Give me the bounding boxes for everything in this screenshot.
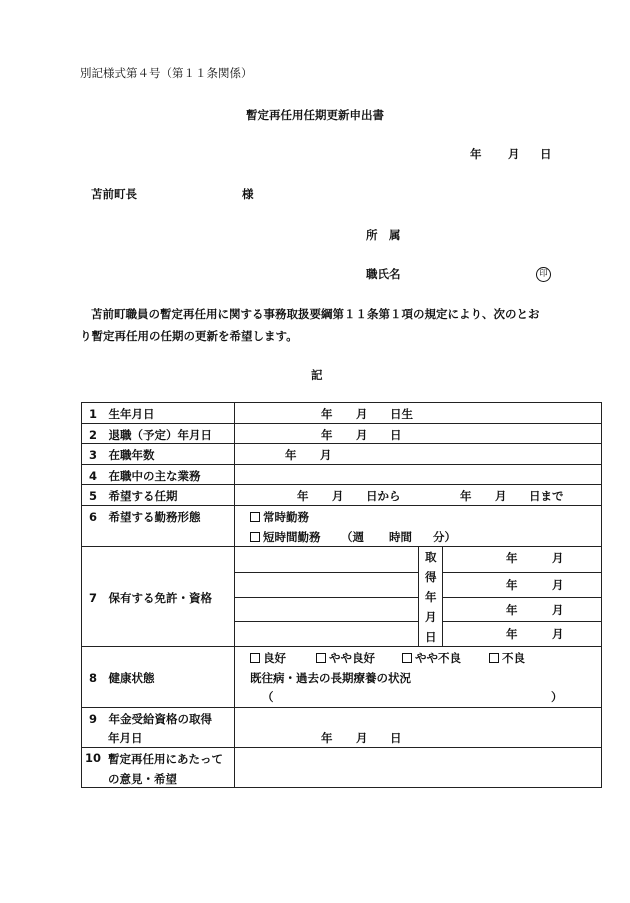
option-short-time-label: 短時間勤務 <box>263 530 321 544</box>
row5-start-year: 年 <box>297 489 309 503</box>
row8-label: 8 健康状態 <box>89 671 155 685</box>
checkbox-icon[interactable] <box>250 512 260 522</box>
checkbox-icon[interactable] <box>316 653 326 663</box>
addressee-suffix: 様 <box>242 187 254 201</box>
row2-month: 月 <box>356 428 368 442</box>
row5-end-month: 月 <box>495 489 507 503</box>
table-border-top <box>81 402 601 403</box>
date-row-divider <box>442 621 601 622</box>
row-divider <box>81 747 601 748</box>
row-divider <box>81 505 601 506</box>
license-date-month: 月 <box>552 551 564 565</box>
row-divider <box>81 646 601 647</box>
table-border-left <box>81 402 82 788</box>
form-number: 別記様式第４号（第１１条関係） <box>80 66 253 80</box>
row5-start-day: 日から <box>366 489 401 503</box>
table-border-bottom <box>81 787 601 788</box>
license-date-year: 年 <box>506 627 518 641</box>
license-date-year: 年 <box>506 551 518 565</box>
option-short-time[interactable] <box>250 529 321 545</box>
row4-label: 4 在職中の主な業務 <box>89 469 201 483</box>
row2-day: 日 <box>390 428 402 442</box>
row5-label: 5 希望する任期 <box>89 489 178 503</box>
health-option-good[interactable] <box>250 650 286 666</box>
row1-day: 日生 <box>390 407 413 421</box>
page-title: 暫定再任用任期更新申出書 <box>246 108 384 122</box>
health-option-poor[interactable] <box>489 650 525 666</box>
row9-label-line2: 年月日 <box>108 731 143 745</box>
row9-month: 月 <box>356 731 368 745</box>
row-divider <box>81 707 601 708</box>
row6-label: 6 希望する勤務形態 <box>89 510 201 524</box>
row-divider <box>81 423 601 424</box>
checkbox-icon[interactable] <box>250 653 260 663</box>
row5-end-day: 日まで <box>529 489 564 503</box>
health-option-label: 不良 <box>502 651 525 665</box>
date-month-label: 月 <box>508 147 520 161</box>
row-divider <box>81 484 601 485</box>
row2-year: 年 <box>321 428 333 442</box>
ki-heading: 記 <box>311 368 323 382</box>
row1-label: 1 生年月日 <box>89 407 155 421</box>
license-row-divider <box>234 621 418 622</box>
row-divider <box>81 443 601 444</box>
checkbox-icon[interactable] <box>489 653 499 663</box>
row3-year: 年 <box>285 448 297 462</box>
license-date-year: 年 <box>506 578 518 592</box>
paragraph-line-1: 苫前町職員の暫定再任用に関する事務取扱要綱第１１条第１項の規定により、次のとお <box>91 307 540 321</box>
checkbox-icon[interactable] <box>402 653 412 663</box>
health-option-fairly-good[interactable] <box>316 650 375 666</box>
row10-label-line1: 暫定再任用にあたって <box>108 752 223 766</box>
row5-start-month: 月 <box>332 489 344 503</box>
date-row-divider <box>442 572 601 573</box>
row3-label: 3 在職年数 <box>89 448 155 462</box>
license-row-divider <box>234 572 418 573</box>
table-column-divider <box>234 402 235 788</box>
acq-char: 年 <box>425 590 437 604</box>
date-year-label: 年 <box>470 147 482 161</box>
row3-month: 月 <box>320 448 332 462</box>
row9-day: 日 <box>390 731 402 745</box>
row1-year: 年 <box>321 407 333 421</box>
minutes-label: 分） <box>433 530 456 544</box>
row9-label-line1: 9 年金受給資格の取得 <box>89 712 213 726</box>
row1-month: 月 <box>356 407 368 421</box>
acq-char: 取 <box>425 550 437 564</box>
license-date-month: 月 <box>552 578 564 592</box>
hours-label: 時間 <box>389 530 412 544</box>
license-date-year: 年 <box>506 603 518 617</box>
paren-open: （ <box>262 690 274 704</box>
acq-col-left <box>418 546 419 646</box>
paren-close: ） <box>551 690 563 704</box>
seal-text: 印 <box>536 267 551 282</box>
option-full-time[interactable] <box>250 509 309 525</box>
date-row-divider <box>442 597 601 598</box>
affiliation-label: 所 属 <box>366 228 401 242</box>
acq-char: 月 <box>425 610 437 624</box>
row-divider <box>81 546 601 547</box>
option-full-time-label: 常時勤務 <box>263 510 309 524</box>
license-row-divider <box>234 597 418 598</box>
license-date-month: 月 <box>552 627 564 641</box>
row5-end-year: 年 <box>460 489 472 503</box>
name-label: 職氏名 <box>366 267 401 281</box>
date-day-label: 日 <box>540 147 552 161</box>
week-label: （週 <box>341 530 364 544</box>
seal-mark <box>536 265 551 282</box>
acq-char: 日 <box>425 630 437 644</box>
acq-col-right <box>442 546 443 646</box>
medical-history-label: 既往病・過去の長期療養の状況 <box>250 671 411 685</box>
license-date-month: 月 <box>552 603 564 617</box>
paragraph-line-2: り暫定再任用の任期の更新を希望します。 <box>80 329 298 343</box>
health-option-label: やや良好 <box>329 651 375 665</box>
health-option-fairly-poor[interactable] <box>402 650 461 666</box>
row10-label-line2: の意見・希望 <box>108 772 177 786</box>
row9-year: 年 <box>321 731 333 745</box>
row-divider <box>81 464 601 465</box>
row2-label: 2 退職（予定）年月日 <box>89 428 213 442</box>
table-border-right <box>601 402 602 788</box>
acq-char: 得 <box>425 570 437 584</box>
checkbox-icon[interactable] <box>250 532 260 542</box>
row10-number: 10 <box>85 751 102 765</box>
health-option-label: やや不良 <box>415 651 461 665</box>
addressee: 苫前町長 <box>91 187 137 201</box>
row7-label: 7 保有する免許・資格 <box>89 591 213 605</box>
health-option-label: 良好 <box>263 651 286 665</box>
